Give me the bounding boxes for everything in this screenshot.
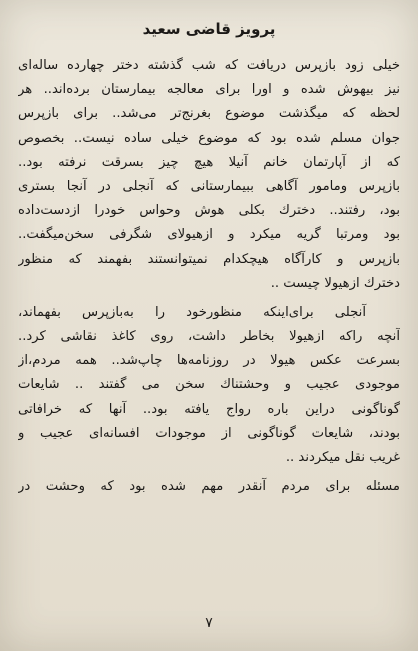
text-line: بود، رفتند.. دخترك بكلی هوش وحواس خودرا ازدست‌داده: [18, 203, 400, 219]
text-line: بازپرس و کارآگاه هیچکدام نمیتوانستند بفهمند که منظور: [18, 251, 400, 267]
paragraph-3: [18, 475, 400, 499]
text-line: خیلی زود بازپرس دریافت که شب گذشته دختر چهارده ساله‌ای: [18, 58, 400, 73]
text-line: بود ومرتبا گریه میکرد و ازهیولای شگرفی سخن‌میگفت..: [18, 227, 400, 243]
text-line: دخترك ازهیولا چیست ..: [270, 275, 400, 291]
text-line: آنجلی برای‌اینکه منظورخود را به‌بازپرس بفهماند،: [18, 304, 366, 320]
page-number: ۷: [205, 615, 213, 631]
text-line: آنچه راکه ازهیولا بخاطر داشت، روی کاغذ نقاشی کرد..: [18, 329, 400, 345]
text-line: لحظه که میگذشت موضوع بغرنج‌تر می‌شد.. برای بازپرس: [18, 106, 400, 122]
paragraph-2: [18, 301, 400, 470]
author-name: پرویز قاضی سعید: [142, 20, 276, 38]
paragraph-1: [18, 54, 400, 296]
page-header: [0, 16, 418, 42]
text-line: بازپرس ومامور آگاهی ببیمارستانی که آنجلی در آنجا بستری: [18, 178, 400, 194]
text-line: موجودی عجیب و وحشتناك سخن می گفتند .. شایعات: [18, 377, 400, 393]
text-line: بسرعت عکس هیولا در روزنامه‌ها چاپ‌شد.. همه مردم،از: [18, 353, 400, 369]
text-line: غریب نقل میکردند ..: [285, 450, 400, 465]
text-line: نیز بیهوش شده و اورا برای معالجه بیمارستان برده‌اند.. هر: [18, 82, 400, 98]
text-line: گوناگونی دراین باره رواج یافته بود.. آنها که خرافاتی: [18, 401, 400, 417]
text-line: مسئله برای مردم آنقدر مهم شده بود که وحشت در: [18, 479, 400, 495]
body-text: [18, 54, 400, 604]
text-line: بودند، شایعات گوناگونی از موجودات افسانه‌ای عجیب و: [18, 425, 400, 441]
text-line: جوان مسلم شده بود که موضوع خیلی ساده نیست.. بخصوص: [18, 130, 400, 146]
text-line: که از آپارتمان خانم آنیلا هیچ چیز بسرقت نرفته بود..: [18, 154, 400, 170]
